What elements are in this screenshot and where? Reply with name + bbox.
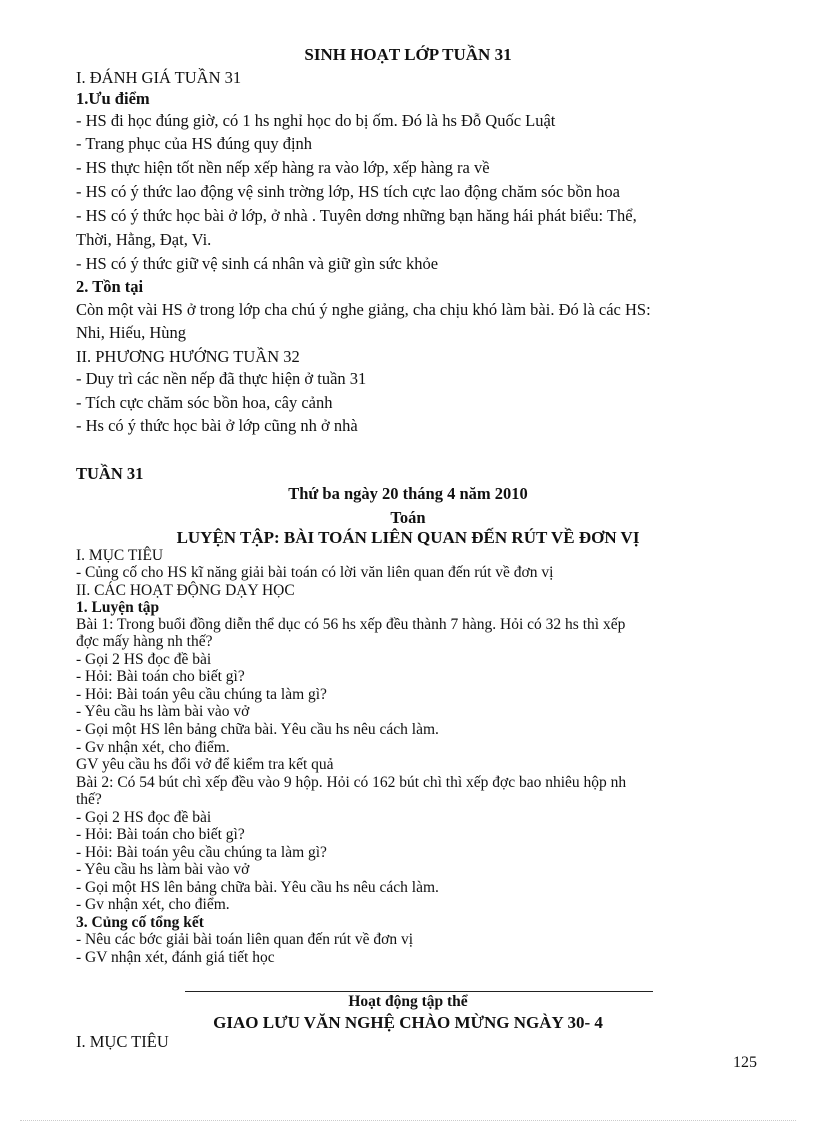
uu-diem-line: - HS đi học đúng giờ, có 1 hs nghỉ học do bị ốm. Đó là hs Đỗ Quốc Luật bbox=[76, 111, 556, 130]
bai1-line: Bài 1: Trong buổi đồng diễn thể dục có 56 hs xếp đều thành 7 hàng. Hỏi có 32 hs thì xếp bbox=[76, 616, 626, 633]
muc-tieu-heading: I. MỤC TIÊU bbox=[76, 547, 164, 564]
week-heading: TUẦN 31 bbox=[76, 464, 144, 483]
section-divider bbox=[185, 991, 653, 992]
muc-tieu-2-heading: I. MỤC TIÊU bbox=[76, 1032, 169, 1051]
cung-co-line: - Nêu các bớc giải bài toán liên quan đến rút về đơn vị bbox=[76, 931, 414, 948]
bai1-line: - Gọi 2 HS đọc đề bài bbox=[76, 651, 212, 668]
bai2-line: Bài 2: Có 54 bút chì xếp đều vào 9 hộp. Hỏi có 162 bút chì thì xếp đợc bao nhiêu hộp nh bbox=[76, 774, 627, 791]
section2-line: - Tích cực chăm sóc bồn hoa, cây cảnh bbox=[76, 393, 333, 412]
cung-co-heading: 3. Củng cố tổng kết bbox=[76, 914, 204, 931]
bai1-line: GV yêu cầu hs đổi vở để kiểm tra kết quả bbox=[76, 756, 334, 773]
bai2-line: - Yêu cầu hs làm bài vào vở bbox=[76, 861, 250, 878]
bai2-line: thế? bbox=[76, 791, 102, 808]
bai1-line: - Hỏi: Bài toán cho biết gì? bbox=[76, 668, 245, 685]
ton-tai-line: Nhi, Hiếu, Hùng bbox=[76, 323, 186, 342]
uu-diem-line: - HS có ý thức giữ vệ sinh cá nhân và giữ gìn sức khỏe bbox=[76, 254, 439, 273]
luyen-tap-heading: 1. Luyện tập bbox=[76, 599, 160, 616]
bai2-line: - Gọi 2 HS đọc đề bài bbox=[76, 809, 212, 826]
bai1-line: - Gọi một HS lên bảng chữa bài. Yêu cầu hs nêu cách làm. bbox=[76, 721, 439, 738]
footer-dotted-line bbox=[20, 1120, 796, 1121]
cung-co-line: - GV nhận xét, đánh giá tiết học bbox=[76, 949, 275, 966]
section2-line: - Duy trì các nền nếp đã thực hiện ở tuần 31 bbox=[76, 369, 367, 388]
uu-diem-line: Thời, Hằng, Đạt, Vi. bbox=[76, 230, 212, 249]
activity-title: GIAO LƯU VĂN NGHỆ CHÀO MỪNG NGÀY 30- 4 bbox=[213, 1013, 603, 1032]
bai2-line: - Hỏi: Bài toán cho biết gì? bbox=[76, 826, 245, 843]
lesson-date: Thứ ba ngày 20 tháng 4 năm 2010 bbox=[288, 484, 528, 503]
page-title: SINH HOẠT LỚP TUẦN 31 bbox=[304, 45, 512, 64]
bai2-line: - Hỏi: Bài toán yêu cầu chúng ta làm gì? bbox=[76, 844, 327, 861]
bai1-line: đợc mấy hàng nh thế? bbox=[76, 633, 213, 650]
uu-diem-line: - HS thực hiện tốt nền nếp xếp hàng ra vào lớp, xếp hàng ra về bbox=[76, 158, 490, 177]
section2-heading: II. PHƯƠNG HƯỚNG TUẦN 32 bbox=[76, 347, 300, 366]
ton-tai-line: Còn một vài HS ở trong lớp cha chú ý nghe giảng, cha chịu khó làm bài. Đó là các HS: bbox=[76, 300, 651, 319]
activity-label: Hoạt động tập thể bbox=[348, 993, 468, 1010]
bai2-line: - Gv nhận xét, cho điểm. bbox=[76, 896, 230, 913]
page-number: 125 bbox=[733, 1054, 757, 1071]
section2-line: - Hs có ý thức học bài ở lớp cũng nh ở nhà bbox=[76, 416, 358, 435]
subject-label: Toán bbox=[390, 508, 426, 527]
uu-diem-line: - HS có ý thức lao động vệ sinh trờng lớp, HS tích cực lao động chăm sóc bồn hoa bbox=[76, 182, 620, 201]
uu-diem-line: - HS có ý thức học bài ở lớp, ở nhà . Tuyên dơng những bạn hăng hái phát biểu: Thể, bbox=[76, 206, 637, 225]
bai2-line: - Gọi một HS lên bảng chữa bài. Yêu cầu hs nêu cách làm. bbox=[76, 879, 439, 896]
muc-tieu-line: - Củng cố cho HS kĩ năng giải bài toán có lời văn liên quan đến rút về đơn vị bbox=[76, 564, 554, 581]
uu-diem-line: - Trang phục của HS đúng quy định bbox=[76, 134, 313, 153]
bai1-line: - Hỏi: Bài toán yêu cầu chúng ta làm gì? bbox=[76, 686, 327, 703]
ton-tai-heading: 2. Tồn tại bbox=[76, 277, 144, 296]
hoat-dong-heading: II. CÁC HOẠT ĐỘNG DẠY HỌC bbox=[76, 582, 295, 599]
bai1-line: - Yêu cầu hs làm bài vào vở bbox=[76, 703, 250, 720]
uu-diem-heading: 1.Ưu điểm bbox=[76, 89, 150, 108]
bai1-line: - Gv nhận xét, cho điểm. bbox=[76, 739, 230, 756]
lesson-title: LUYỆN TẬP: BÀI TOÁN LIÊN QUAN ĐẾN RÚT VỀ ĐƠN VỊ bbox=[176, 528, 640, 547]
section1-heading: I. ĐÁNH GIÁ TUẦN 31 bbox=[76, 68, 242, 87]
